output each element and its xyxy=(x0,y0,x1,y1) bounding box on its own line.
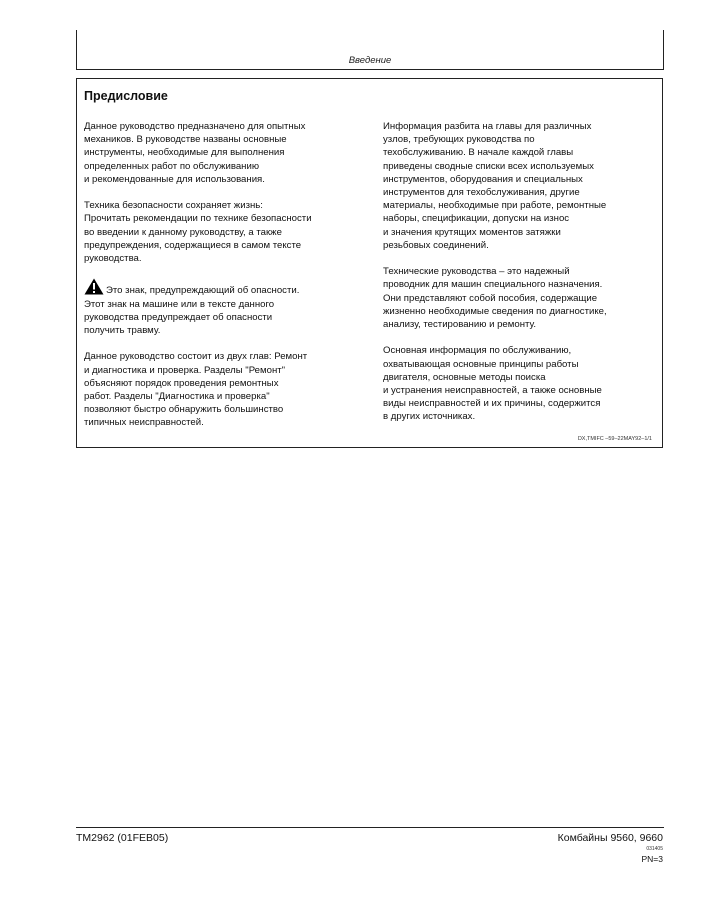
paragraph-safety: Техника безопасности сохраняет жизнь: Прочитать рекомендации по технике безопасности во введении к данному руководству, а также предупреждения, содержащиеся в самом тексте руководства. xyxy=(84,200,312,265)
left-column xyxy=(84,120,339,443)
preface-title: Предисловие xyxy=(84,89,168,103)
paragraph-warning xyxy=(84,278,339,337)
footer-code: 031405 xyxy=(646,846,663,852)
paragraph-basic-info: Основная информация по обслуживанию, охватывающая основные принципы работы двигателя, основные методы поиска и устранения неисправностей, а также основные виды неисправностей и их причины, содержится в других источниках. xyxy=(383,345,602,423)
manual-id: TM2962 (01FEB05) xyxy=(76,832,169,844)
section-header: Введение xyxy=(348,55,392,66)
footer-rule xyxy=(76,827,664,828)
warning-text: Это знак, предупреждающий об опасности. Этот знак на машине или в тексте данного руководства предупреждает об опасности получить травму. xyxy=(84,285,300,337)
product-name: Комбайны 9560, 9660 xyxy=(557,832,663,844)
document-reference: DX,TMIFC –59–22MAY92–1/1 xyxy=(577,436,652,442)
page-number: PN=3 xyxy=(641,854,663,864)
right-column xyxy=(383,120,638,437)
warning-triangle-icon xyxy=(84,278,104,295)
header-rule xyxy=(76,69,664,70)
paragraph-purpose: Данное руководство предназначено для опытных механиков. В руководстве названы основные инструменты, необходимые для выполнения определенных работ по обслуживанию и рекомендованные для использования. xyxy=(84,121,306,185)
paragraph-chapters: Информация разбита на главы для различных узлов, требующих руководства по техобслуживанию. В начале каждой главы приведены сводные списки всех используемых инструментов, оборудования и специальных инструментов для техобслуживания, другие материалы, необходимые при работе, ремонтные наборы, спецификации, допуски на износ и значения крутящих моментов затяжки резьбовых соединений. xyxy=(383,121,607,251)
preface-box xyxy=(76,78,663,448)
paragraph-structure: Данное руководство состоит из двух глав: Ремонт и диагностика и проверка. Разделы "Ремонт" объясняют порядок проведения ремонтных работ. Разделы "Диагностика и проверка" позволяют быстро обнаружить большинство типичных неисправностей. xyxy=(84,351,308,429)
paragraph-technical-manuals: Технические руководства – это надежный проводник для машин специального назначения. Они представляют собой пособия, содержащие жизненно необходимые сведения по диагностике, анализу, тестированию и ремонту. xyxy=(383,266,607,331)
